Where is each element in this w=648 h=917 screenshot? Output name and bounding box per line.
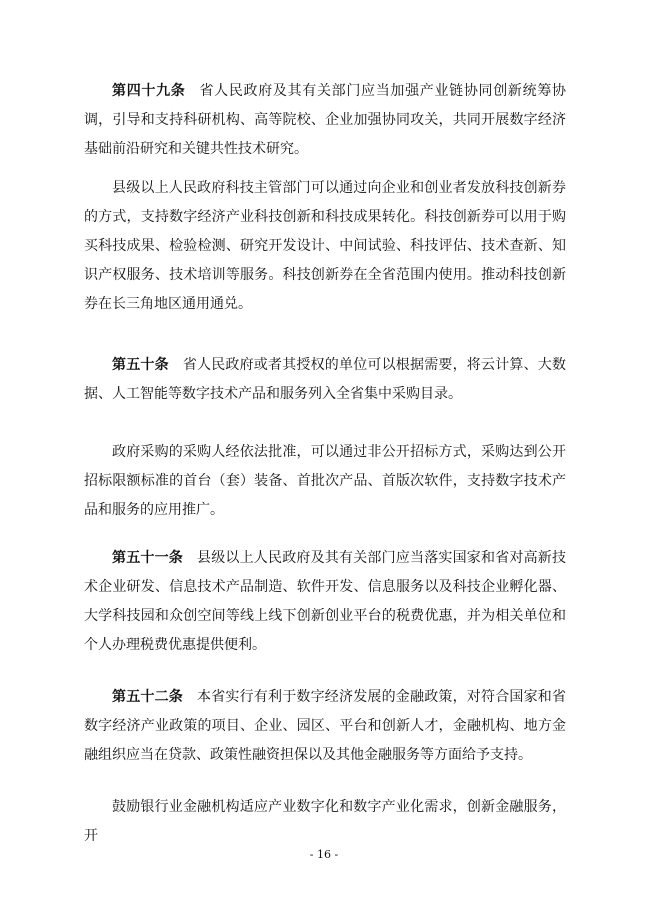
paragraph-text: 省人民政府或者其授权的单位可以根据需要，将云计算、大数据、人工智能等数字技术产品和服务列入全省集中采购目录。 — [84, 357, 567, 402]
paragraph-text: 县级以上人民政府科技主管部门可以通过向企业和创业者发放科技创新券的方式，支持数字经济产业科技创新和科技成果转化。科技创新券可以用于购买科技成果、检验检测、研究开发设计、中间试验、科技评估、技术查新、知识产权服务、技术培训等服务。科技创新券在全省范围内使用。推动科技创新券在长三角地区通用通兑。 — [84, 180, 566, 312]
paragraph-article-50 — [84, 351, 566, 409]
article-heading: 第五十二条 — [112, 689, 183, 705]
paragraph-text: 省人民政府及其有关部门应当加强产业链协同创新统筹协调，引导和支持科研机构、高等院校、企业加强协同攻关，共同开展数字经济基础前沿研究和关键共性技术研究。 — [84, 83, 567, 157]
article-heading: 第四十九条 — [112, 83, 186, 99]
paragraph-article-51 — [84, 544, 566, 660]
paragraph-text: 鼓励银行业金融机构适应产业数字化和数字产业化需求，创新金融服务，开 — [84, 799, 566, 844]
page-number: - 16 - — [309, 848, 339, 861]
paragraph-article-49-clause-2 — [84, 174, 566, 319]
paragraph-text: 政府采购的采购人经依法批准，可以通过非公开招标方式，采购达到公开招标限额标准的首台（套）装备、首批次产品、首版次软件，支持数字技术产品和服务的应用推广。 — [84, 444, 566, 518]
paragraph-article-50-clause-2 — [84, 438, 566, 525]
paragraph-article-52-clause-2 — [84, 793, 566, 851]
paragraph-article-49 — [84, 77, 566, 164]
article-heading: 第五十一条 — [112, 550, 183, 566]
paragraph-article-52 — [84, 683, 566, 770]
article-heading: 第五十条 — [112, 357, 169, 373]
paragraph-text: 本省实行有利于数字经济发展的金融政策，对符合国家和省数字经济产业政策的项目、企业、园区、平台和创新人才，金融机构、地方金融组织应当在贷款、政策性融资担保以及其他金融服务等方面给予支持。 — [84, 689, 566, 763]
paragraph-text: 县级以上人民政府及其有关部门应当落实国家和省对高新技术企业研发、信息技术产品制造、软件开发、信息服务以及科技企业孵化器、大学科技园和众创空间等线上线下创新创业平台的税费优惠，并为相关单位和个人办理税费优惠提供便利。 — [84, 550, 566, 653]
